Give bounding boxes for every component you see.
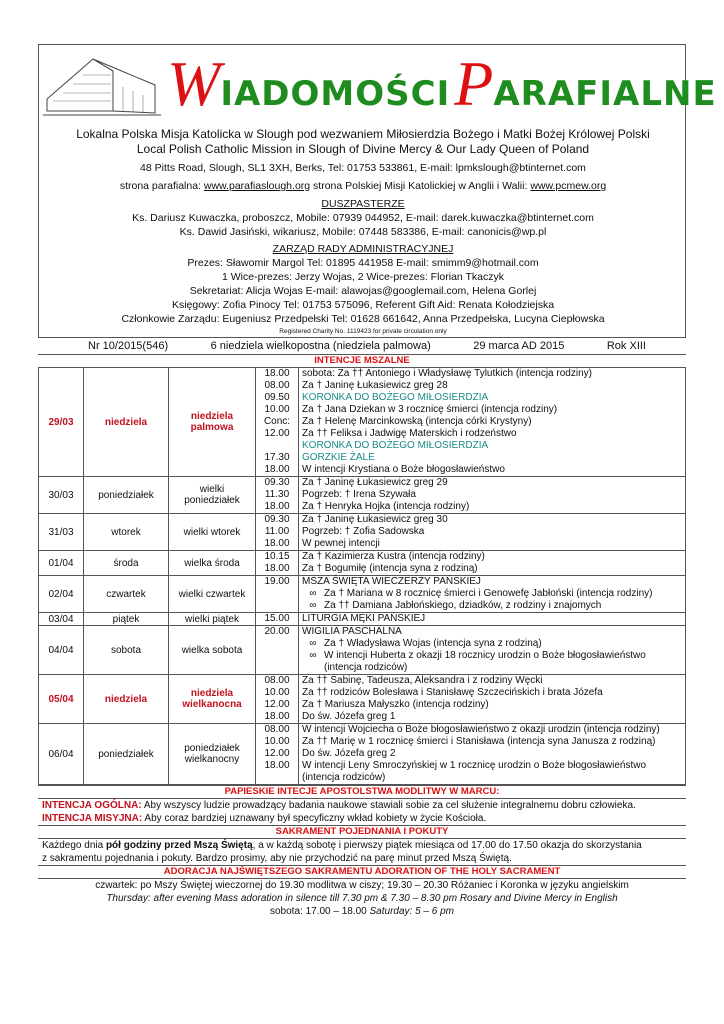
mass-time: 18.00 <box>264 538 290 549</box>
adoration-line-1: czwartek: po Mszy Świętej wieczornej do 19.30 modlitwa w ciszy; 19.30 – 20.30 Różaniec i Koronka w języku angielskim <box>38 878 686 892</box>
intention-line: W intencji Leny Smroczyńskiej w 1 rocznicę urodzin o Boże błogosławieństwo <box>302 760 647 771</box>
liturgical-sunday: 6 niedziela wielkopostna (niedziela palmowa) <box>210 340 431 352</box>
intention-line: Za † Mariusza Małyszko (intencja rodziny) <box>302 699 489 710</box>
intention-line: Za † Helenę Marcinkowską (intencja córki Krystyny) <box>302 416 532 427</box>
mass-time: 10.00 <box>264 687 290 698</box>
intention-line: (intencja rodziców) <box>324 662 408 673</box>
board-1: Prezes: Sławomir Margol Tel: 01895 441958 E-mail: smimm9@hotmail.com <box>187 257 539 269</box>
intention-line: Za † Janinę Łukasiewicz greg 30 <box>302 514 448 525</box>
day-name: czwartek <box>84 576 169 613</box>
board-2: 1 Wice-prezes: Jerzy Wojas, 2 Wice-prezes: Florian Tkaczyk <box>221 271 505 283</box>
mass-time: 20.00 <box>264 626 290 637</box>
intention-line: Za †† Feliksa i Jadwigę Materskich i rodzeństwo <box>302 428 517 439</box>
bulletin-title: WIADOMOŚCI PARAFIALNE <box>167 48 717 119</box>
intention-line: Za †† rodziców Bolesława i Stanisławę Szczecińskich i brata Józefa <box>302 687 603 698</box>
board-heading: ZARZĄD RADY ADMINISTRACYJNEJ <box>272 243 454 255</box>
intention-line: Pogrzeb: † Zofia Sadowska <box>302 526 425 537</box>
adoration-line-3: sobota: 17.00 – 18.00 Saturday: 5 – 6 pm <box>269 906 455 917</box>
mass-time: 08.00 <box>264 675 290 686</box>
mass-time: 10.00 <box>264 404 290 415</box>
issue-info-bar <box>38 338 686 355</box>
confession-title: SAKRAMENT POJEDNANIA I POKUTY <box>38 825 686 838</box>
mass-time: 18.00 <box>264 464 290 475</box>
mass-time: 12.00 <box>264 748 290 759</box>
mass-times <box>256 477 299 514</box>
intention-line: ∞ W intencji Huberta z okazji 18 rocznicy urodzin o Boże błogosławieństwo <box>302 650 682 662</box>
day-date: 29/03 <box>39 368 84 477</box>
mass-day-row <box>39 675 686 724</box>
intention-line: Za † Janinę Łukasiewicz greg 29 <box>302 477 448 488</box>
mass-times <box>256 613 299 626</box>
mass-time: 11.00 <box>264 526 290 537</box>
mass-time: 18.00 <box>264 501 290 512</box>
mass-time: 10.00 <box>264 736 290 747</box>
mass-time <box>259 638 295 650</box>
day-name: piątek <box>84 613 169 626</box>
day-name: niedziela <box>84 675 169 724</box>
mass-day-row <box>39 551 686 576</box>
intention-line: Za † Kazimierza Kustra (intencja rodziny) <box>302 551 485 562</box>
intentions-cell <box>299 514 686 551</box>
intention-line: Do św. Józefa greg 1 <box>302 711 396 722</box>
mass-times <box>256 675 299 724</box>
intention-line: W pewnej intencji <box>302 538 380 549</box>
intention-line: W intencji Wojciecha o Boże błogosławieństwo z okazji urodzin (intencja rodziny) <box>302 724 660 735</box>
intention-line: KORONKA DO BOŻEGO MIŁOSIERDZIA <box>302 440 489 451</box>
intention-line: Za † Bogumiłę (intencja syna z rodziną) <box>302 563 478 574</box>
mass-time: 12.00 <box>264 428 290 439</box>
missionary-intention: INTENCJA MISYJNA: Aby coraz bardziej uznawany był specyficzny wkład kobiety w życie Kościoła. <box>42 813 487 824</box>
mass-time: 11.30 <box>264 489 290 500</box>
mass-day-row <box>39 613 686 626</box>
mass-time: 15.00 <box>264 613 290 624</box>
mass-day-row <box>39 368 686 477</box>
board-4: Księgowy: Zofia Pinocy Tel: 01753 575096, Referent Gift Aid: Renata Kołodziejska <box>171 299 555 311</box>
feast-name: wielka sobota <box>169 626 256 675</box>
day-name: środa <box>84 551 169 576</box>
intentions-cell <box>299 368 686 477</box>
mass-times <box>256 551 299 576</box>
day-date: 31/03 <box>39 514 84 551</box>
mass-time: 10.15 <box>264 551 290 562</box>
intention-line: Za † Janinę Łukasiewicz greg 28 <box>302 380 448 391</box>
intention-line: WIGILIA PASCHALNA <box>302 626 402 637</box>
feast-name: wielki poniedziałek <box>169 477 256 514</box>
mass-time: 08.00 <box>264 724 290 735</box>
mass-time: 17.30 <box>264 452 290 463</box>
charity-note: Registered Charity No. 1119423 for private circulation only <box>279 328 447 335</box>
mass-day-row <box>39 724 686 785</box>
adoration-line-2: Thursday: after evening Mass adoration in silence till 7.30 pm & 7.30 – 8.30 pm Rosary and Divine Mercy in English <box>106 893 618 904</box>
mass-time: 19.00 <box>264 576 290 587</box>
day-date: 01/04 <box>39 551 84 576</box>
mass-time: 18.00 <box>264 760 290 771</box>
apostolate-title: PAPIESKIE INTECJE APOSTOLSTWA MODLITWY W MARCU: <box>38 785 686 798</box>
feast-name: wielki wtorek <box>169 514 256 551</box>
mass-time: 12.00 <box>264 699 290 710</box>
church-drawing-icon <box>43 51 163 121</box>
intentions-cell <box>299 551 686 576</box>
intentions-title: INTENCJE MSZALNE <box>314 355 410 366</box>
issue-number: Nr 10/2015(546) <box>88 340 169 352</box>
mass-time: 18.00 <box>264 711 290 722</box>
mass-time <box>259 440 295 452</box>
day-date: 30/03 <box>39 477 84 514</box>
parish-website-link[interactable]: www.parafiaslough.org <box>203 180 311 192</box>
intentions-cell <box>299 477 686 514</box>
intention-line: GORZKIE ŻALE <box>302 452 375 463</box>
intention-line: Za †† Sabinę, Tadeusza, Aleksandra i z rodziny Węcki <box>302 675 543 686</box>
day-date: 04/04 <box>39 626 84 675</box>
intention-line: ∞ Za †† Damiana Jabłońskiego, dziadków, z rodziny i znajomych <box>302 600 682 612</box>
mass-time <box>259 600 295 612</box>
priest-1: Ks. Dariusz Kuwaczka, proboszcz, Mobile: 07939 044952, E-mail: darek.kuwaczka@btinternet.com <box>132 212 594 224</box>
intention-line: MSZA ŚWIĘTA WIECZERZY PAŃSKIEJ <box>302 576 481 587</box>
mission-en: Local Polish Catholic Mission in Slough of Divine Mercy & Our Lady Queen of Poland <box>136 142 590 156</box>
mass-time: 18.00 <box>264 563 290 574</box>
mass-time: 18.00 <box>264 368 290 379</box>
priests-heading: DUSZPASTERZE <box>321 198 405 210</box>
infinity-bullet-icon: ∞ <box>309 600 317 611</box>
pcmew-website-link[interactable]: www.pcmew.org <box>530 180 607 192</box>
intention-line: (intencja rodziców) <box>302 772 386 783</box>
mass-day-row <box>39 626 686 675</box>
masthead <box>38 44 717 338</box>
mass-time: 09.30 <box>264 477 290 488</box>
intentions-cell <box>299 613 686 626</box>
board-5: Członkowie Zarządu: Eugeniusz Przedpełski Tel: 01628 661642, Anna Przedpełska, Lucyna Ciepłowska <box>121 313 605 325</box>
confession-text: Każdego dnia pół godziny przed Mszą Świętą, a w każdą sobotę i pierwszy piątek miesiąca od 17.00 do 17.50 okazja do skorzystania z sakramentu pojednania i pokuty. Bardzo prosimy, aby nie przychodzić na parę minut przed Mszą Świętą. <box>38 838 686 865</box>
day-name: wtorek <box>84 514 169 551</box>
day-name: niedziela <box>84 368 169 477</box>
day-date: 05/04 <box>39 675 84 724</box>
intention-line: sobota: Za †† Antoniego i Władysławę Tylutkich (intencja rodziny) <box>302 368 592 379</box>
intention-line: Za † Jana Dziekan w 3 rocznicę śmierci (intencja rodziny) <box>302 404 558 415</box>
general-intention: INTENCJA OGÓLNA: Aby wszyscy ludzie prowadzący badania naukowe stawiali sobie za cel służenie integralnemu dobru człowieka. <box>38 798 686 812</box>
day-name: sobota <box>84 626 169 675</box>
feast-name: wielki piątek <box>169 613 256 626</box>
infinity-bullet-icon: ∞ <box>309 650 317 661</box>
day-date: 03/04 <box>39 613 84 626</box>
issue-date: 29 marca AD 2015 <box>473 340 565 352</box>
intention-line: W intencji Krystiana o Boże błogosławieństwo <box>302 464 505 475</box>
mass-times <box>256 514 299 551</box>
address: 48 Pitts Road, Slough, SL1 3XH, Berks, Tel: 01753 533861, E-mail: lpmkslough@btinternet.com <box>140 162 586 174</box>
intention-line: ∞ Za † Mariana w 8 rocznicę śmierci i Genowefę Jabłoński (intencja rodziny) <box>302 588 682 600</box>
mass-day-row <box>39 576 686 613</box>
infinity-bullet-icon: ∞ <box>309 588 317 599</box>
mass-times <box>256 724 299 785</box>
board-3: Sekretariat: Alicja Wojas E-mail: alawojas@googlemail.com, Helena Gorlej <box>189 285 537 297</box>
intentions-cell <box>299 626 686 675</box>
mission-pl: Lokalna Polska Misja Katolicka w Slough pod wezwaniem Miłosierdzia Bożego i Matki Bożej Królowej Polski <box>76 127 650 141</box>
intention-line: ∞ Za † Władysława Wojas (intencja syna z rodziną) <box>302 638 682 650</box>
feast-name: niedziela wielkanocna <box>169 675 256 724</box>
mass-time <box>259 650 295 662</box>
mass-day-row <box>39 477 686 514</box>
mass-day-row <box>39 514 686 551</box>
mass-times <box>256 626 299 675</box>
day-date: 02/04 <box>39 576 84 613</box>
day-date: 06/04 <box>39 724 84 785</box>
intentions-cell <box>299 576 686 613</box>
intention-line: Za †† Marię w 1 rocznicę śmierci i Stanisława (intencja syna Janusza z rodziną) <box>302 736 656 747</box>
feast-name: wielka środa <box>169 551 256 576</box>
intention-line: Do św. Józefa greg 2 <box>302 748 396 759</box>
day-name: poniedziałek <box>84 724 169 785</box>
infinity-bullet-icon: ∞ <box>309 638 317 649</box>
adoration-title: ADORACJA NAJŚWIĘTSZEGO SAKRAMENTU ADORATION OF THE HOLY SACRAMENT <box>38 865 686 878</box>
issue-year: Rok XIII <box>606 340 646 352</box>
mass-time: 09.30 <box>264 514 290 525</box>
intentions-cell <box>299 675 686 724</box>
intentions-cell <box>299 724 686 785</box>
mass-times <box>256 576 299 613</box>
mass-time: 09.50 <box>264 392 290 403</box>
intention-line: Pogrzeb: † Irena Szywała <box>302 489 416 500</box>
feast-name: wielki czwartek <box>169 576 256 613</box>
mass-time <box>259 772 295 784</box>
bulletin-page <box>38 44 717 918</box>
intention-line: KORONKA DO BOŻEGO MIŁOSIERDZIA <box>302 392 489 403</box>
mass-times <box>256 368 299 477</box>
intention-line: Za † Henryka Hojka (intencja rodziny) <box>302 501 470 512</box>
mass-time: 08.00 <box>264 380 290 391</box>
intention-line: LITURGIA MĘKI PAŃSKIEJ <box>302 613 426 624</box>
mass-time <box>259 588 295 600</box>
priest-2: Ks. Dawid Jasiński, wikariusz, Mobile: 07448 583386, E-mail: canonicis@wp.pl <box>179 226 547 238</box>
feast-name: niedziela palmowa <box>169 368 256 477</box>
mass-time: Conc: <box>263 416 291 427</box>
feast-name: poniedziałek wielkanocny <box>169 724 256 785</box>
mass-time <box>259 662 295 674</box>
mass-intentions-table <box>38 367 686 785</box>
websites: strona parafialna: www.parafiaslough.org strona Polskiej Misji Katolickiej w Anglii i Walii: www.pcmew.org <box>119 180 607 192</box>
day-name: poniedziałek <box>84 477 169 514</box>
